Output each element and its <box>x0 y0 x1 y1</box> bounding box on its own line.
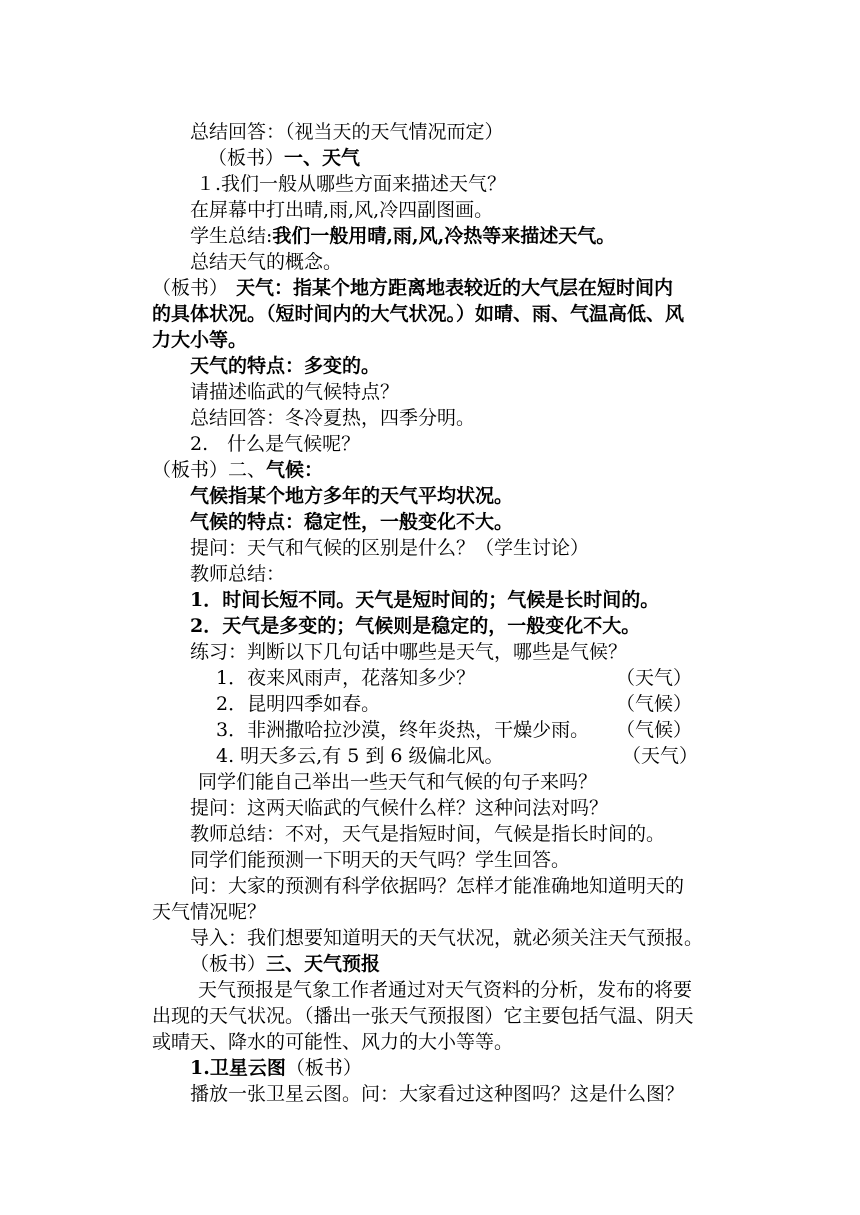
text-line: 1．时间长短不同。天气是短时间的；气候是长时间的。 <box>190 589 660 611</box>
text-line: （板书）二、气候： <box>152 459 324 481</box>
text-line: 力大小等。 <box>152 329 248 351</box>
text-line: 或晴天、降水的可能性、风力的大小等等。 <box>152 1031 514 1053</box>
exercise-item: 1．夜来风雨声，花落知多少？ <box>216 667 476 689</box>
text-line: 播放一张卫星云图。问：大家看过这种图吗？这是什么图？ <box>190 1083 685 1105</box>
text-line: 总结回答：（视当天的天气情况而定） <box>190 121 504 143</box>
exercise-item: 2．昆明四季如春。 <box>216 693 381 715</box>
text-line: 学生总结:我们一般用晴,雨,风,冷热等来描述天气。 <box>190 225 616 247</box>
text-line: （板书）一、天气 <box>208 147 361 169</box>
text-line: 总结天气的概念。 <box>190 251 343 273</box>
text-line: 提问：天气和气候的区别是什么？（学生讨论） <box>190 537 590 559</box>
text-line: 气候的特点：稳定性，一般变化不大。 <box>190 511 514 533</box>
text-line: 同学们能自己举出一些天气和气候的句子来吗？ <box>198 771 598 793</box>
text-line: 天气预报是气象工作者通过对天气资料的分析，发布的将要 <box>198 979 693 1001</box>
text-line: １.我们一般从哪些方面来描述天气？ <box>196 173 507 195</box>
exercise-answer: （天气） <box>622 745 699 767</box>
text-line: （板书） 天气：指某个地方距离地表较近的大气层在短时间内 <box>152 277 674 299</box>
text-line: 在屏幕中打出晴,雨,风,冷四副图画。 <box>190 199 494 221</box>
exercise-item: 3．非洲撒哈拉沙漠，终年炎热，干燥少雨。 <box>216 719 590 741</box>
text-line: 问：大家的预测有科学依据吗？怎样才能准确地知道明天的 <box>190 875 685 897</box>
text-line: （板书）三、天气预报 <box>190 953 381 975</box>
text-line: 练习：判断以下几句话中哪些是天气，哪些是气候？ <box>190 641 628 663</box>
text-line: 请描述临武的气候特点？ <box>190 381 400 403</box>
exercise-item: 4. 明天多云,有 5 到 6 级偏北风。 <box>216 745 504 767</box>
text-line: 天气的特点：多变的。 <box>190 355 381 377</box>
text-line: 2. 什么是气候呢？ <box>190 433 361 455</box>
exercise-answer: （天气） <box>616 667 693 689</box>
text-line: 同学们能预测一下明天的天气吗？学生回答。 <box>190 849 571 871</box>
text-line: 出现的天气状况。（播出一张天气预报图）它主要包括气温、阴天 <box>152 1005 694 1027</box>
text-line: 的具体状况。（短时间内的大气状况。）如晴、雨、气温高低、风 <box>152 303 685 325</box>
text-line: 总结回答：冬冷夏热，四季分明。 <box>190 407 476 429</box>
text-line: 教师总结： <box>190 563 286 585</box>
text-line: 气候指某个地方多年的天气平均状况。 <box>190 485 514 507</box>
text-line: 2．天气是多变的；气候则是稳定的，一般变化不大。 <box>190 615 641 637</box>
text-line: 导入：我们想要知道明天的天气状况，就必须关注天气预报。 <box>190 927 704 949</box>
exercise-answer: （气候） <box>616 719 693 741</box>
text-line: 提问：这两天临武的气候什么样？这种问法对吗？ <box>190 797 609 819</box>
text-line: 教师总结：不对，天气是指短时间，气候是指长时间的。 <box>190 823 666 845</box>
exercise-answer: （气候） <box>616 693 693 715</box>
text-line: 天气情况呢？ <box>152 901 267 923</box>
text-line: 1.卫星云图（板书） <box>190 1057 362 1079</box>
